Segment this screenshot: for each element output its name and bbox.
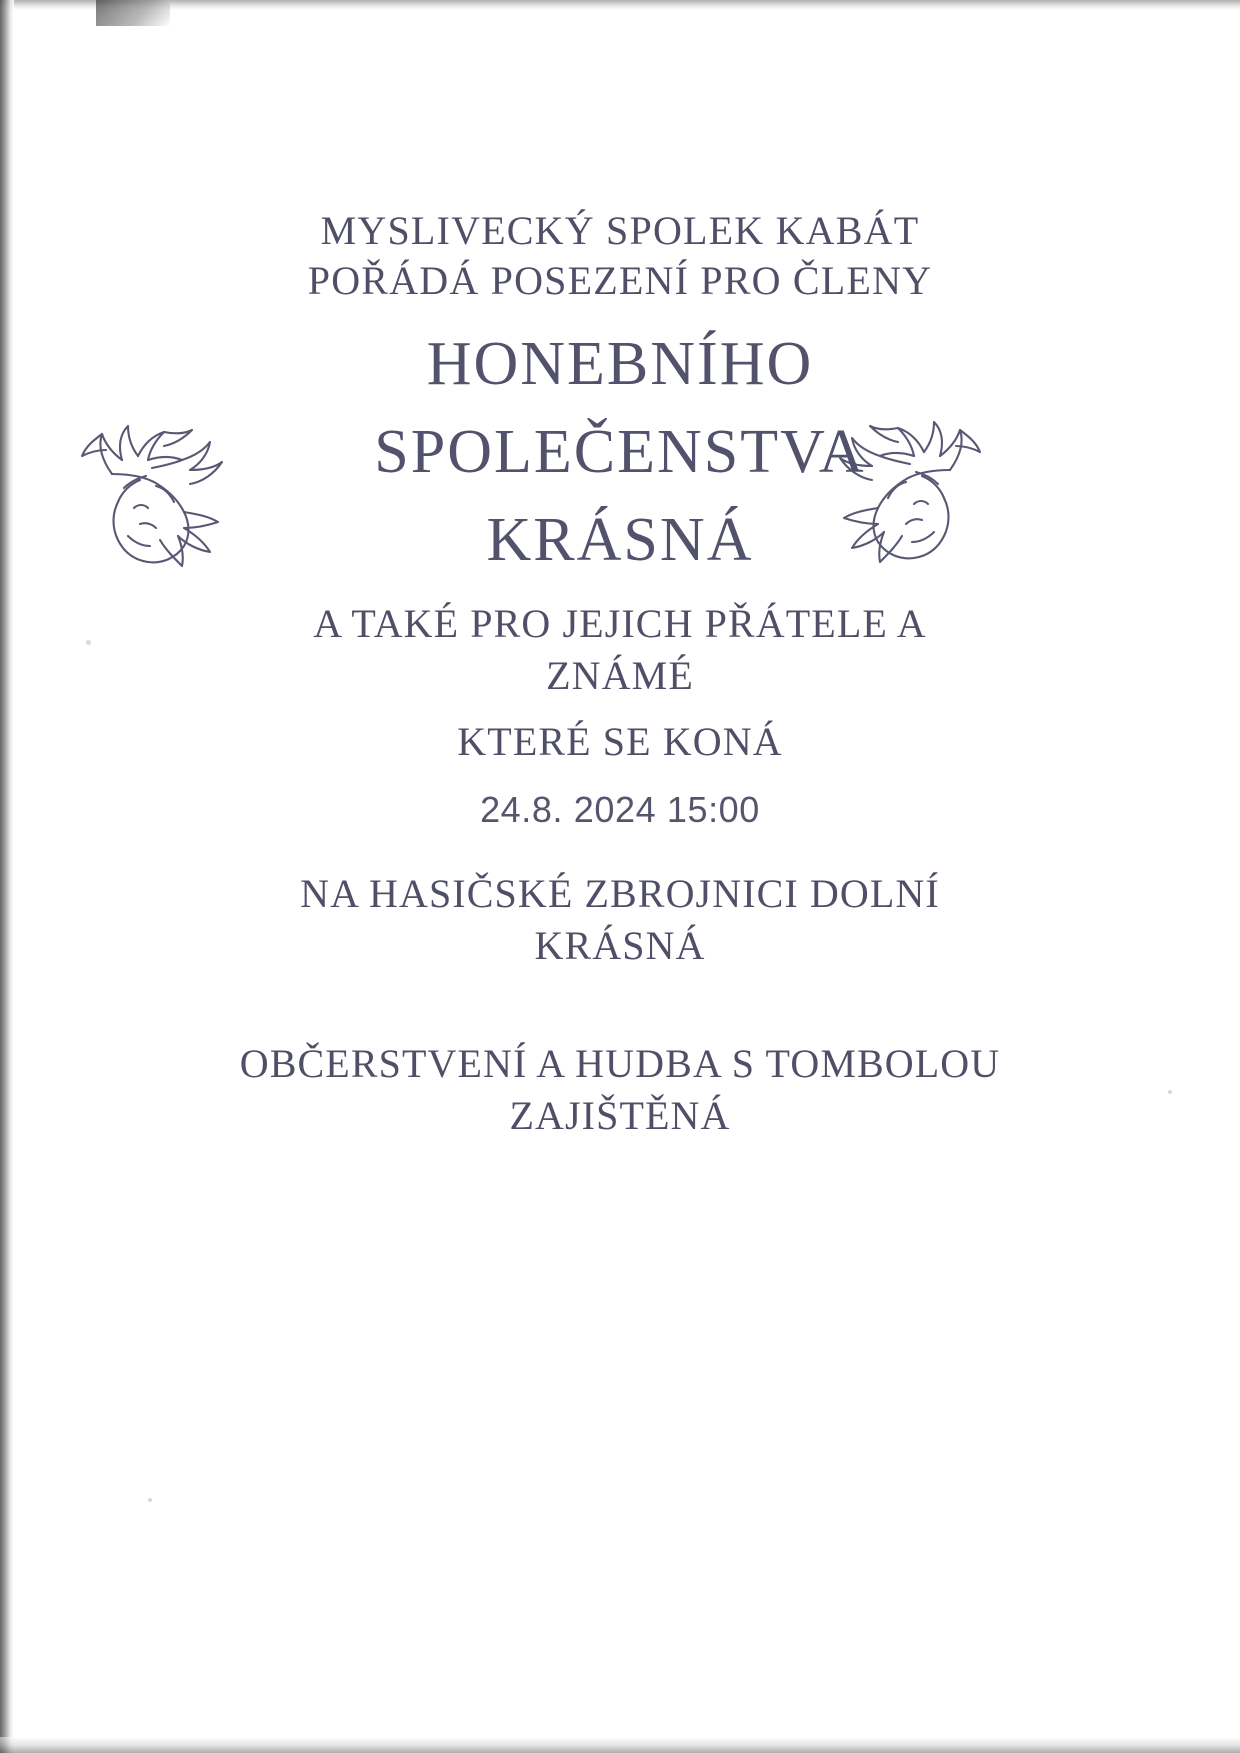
headline-line-3: KRÁSNÁ — [486, 506, 754, 574]
which-takes-place-line: KTERÉ SE KONÁ — [457, 719, 783, 764]
refreshments-line-1: OBČERSTVENÍ A HUDBA S TOMBOLOU — [239, 1041, 1001, 1086]
guests-line-1: A TAKÉ PRO JEJICH PŘÁTELE A — [313, 601, 927, 646]
spacer — [0, 584, 1240, 598]
organizer-line-2: POŘÁDÁ POSEZENÍ PRO ČLENY — [307, 258, 933, 303]
venue-line-1: NA HASIČSKÉ ZBROJNICI DOLNÍ — [300, 871, 940, 916]
guests-line-2: ZNÁMÉ — [546, 653, 694, 698]
headline-line-2: SPOLEČENSTVA — [374, 418, 866, 486]
spacer — [0, 306, 1240, 320]
spacer — [0, 768, 1240, 782]
spacer — [0, 972, 1240, 1038]
spacer — [0, 838, 1240, 868]
headline-line-1: HONEBNÍHO — [426, 330, 814, 398]
spacer — [0, 702, 1240, 716]
organizer-line-1: MYSLIVECKÝ SPOLEK KABÁT — [320, 208, 920, 253]
date-time-line: 24.8. 2024 15:00 — [480, 789, 760, 830]
venue-line-2: KRÁSNÁ — [534, 923, 706, 968]
poster-text-block — [0, 206, 1240, 1142]
refreshments-line-2: ZAJIŠTĚNÁ — [509, 1093, 731, 1138]
